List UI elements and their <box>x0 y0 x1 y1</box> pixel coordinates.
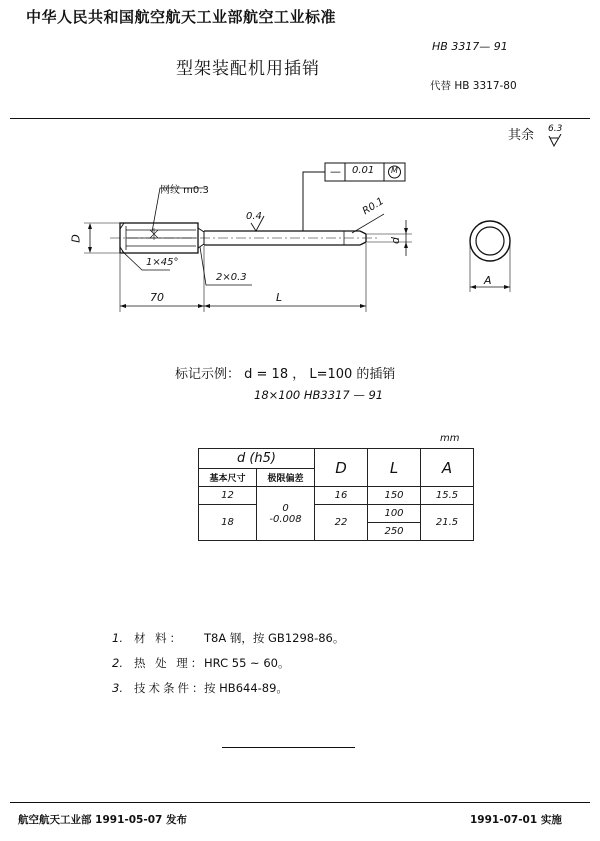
end-rule <box>222 747 355 748</box>
col-deviation: 极限偏差 <box>257 469 315 487</box>
note-item <box>112 651 344 676</box>
technical-notes <box>112 626 344 701</box>
dim-70-label: 70 <box>150 291 164 304</box>
col-A-header: A <box>421 449 474 487</box>
cell-d: 12 <box>199 487 257 505</box>
cell-d: 18 <box>199 505 257 541</box>
chamfer-1-label: 1×45° <box>146 257 179 268</box>
note-number: 3. <box>112 681 123 695</box>
cell-A: 15.5 <box>421 487 474 505</box>
table-row <box>199 505 474 523</box>
roughness-symbol-icon <box>548 134 562 148</box>
marking-example-code: 18×100 HB3317 — 91 <box>254 388 384 402</box>
note-item <box>112 676 344 701</box>
replaces-standard: 代替 HB 3317-80 <box>430 80 517 92</box>
cell-A: 21.5 <box>421 505 474 541</box>
radius-label: R0.1 <box>360 195 387 218</box>
pin-drawing <box>0 150 600 320</box>
remaining-roughness-value: 6.3 <box>548 124 563 134</box>
note-text: 按 HB644-89。 <box>204 681 288 695</box>
cell-D: 22 <box>315 505 368 541</box>
note-key: 技术条件： <box>134 681 207 695</box>
footer-divider <box>10 802 590 803</box>
issue-date: 航空航天工业部 1991-05-07 发布 <box>18 814 187 826</box>
chamfer-2-label: 2×0.3 <box>216 272 247 283</box>
tolerance-symbol: — <box>330 165 341 178</box>
col-L-header: L <box>368 449 421 487</box>
deviation-upper: 0 <box>282 502 289 514</box>
note-text: T8A 钢，按 GB1298-86。 <box>204 631 345 645</box>
standard-number: HB 3317— 91 <box>432 40 508 53</box>
standard-organization: 中华人民共和国航空航天工业部航空工业标准 <box>26 8 337 26</box>
note-text: HRC 55 ~ 60。 <box>204 656 290 670</box>
col-D-header: D <box>315 449 368 487</box>
remaining-roughness-label: 其余 <box>508 128 535 143</box>
tolerance-modifier: M <box>391 166 398 175</box>
page-title: 型架装配机用插销 <box>176 59 320 79</box>
effective-date: 1991-07-01 实施 <box>470 814 562 826</box>
header-divider <box>10 118 590 119</box>
note-key: 材 料： <box>134 631 185 645</box>
cell-deviation <box>257 487 315 541</box>
col-d-header: d (h5) <box>199 449 315 469</box>
marking-example: 标记示例： d = 18 ， L=100 的插销 <box>175 367 396 382</box>
deviation-lower: -0.008 <box>269 513 302 525</box>
note-number: 1. <box>112 631 123 645</box>
note-number: 2. <box>112 656 123 670</box>
dim-d-label: d <box>388 237 402 244</box>
dim-D-label: D <box>69 234 83 243</box>
cell-D: 16 <box>315 487 368 505</box>
cell-L: 150 <box>368 487 421 505</box>
knurl-label: 网纹 m0.3 <box>160 185 209 196</box>
dim-L-label: L <box>276 291 283 304</box>
note-item <box>112 626 344 651</box>
col-basic-size: 基本尺寸 <box>199 469 257 487</box>
cell-L: 250 <box>368 523 421 541</box>
cell-L: 100 <box>368 505 421 523</box>
dim-A-label: A <box>484 274 492 287</box>
table-unit: mm <box>440 433 460 444</box>
tolerance-value: 0.01 <box>352 165 375 176</box>
surface-roughness-label: 0.4 <box>246 211 262 222</box>
table-row <box>199 487 474 505</box>
dimension-table <box>198 448 474 541</box>
note-key: 热 处 理： <box>134 656 206 670</box>
